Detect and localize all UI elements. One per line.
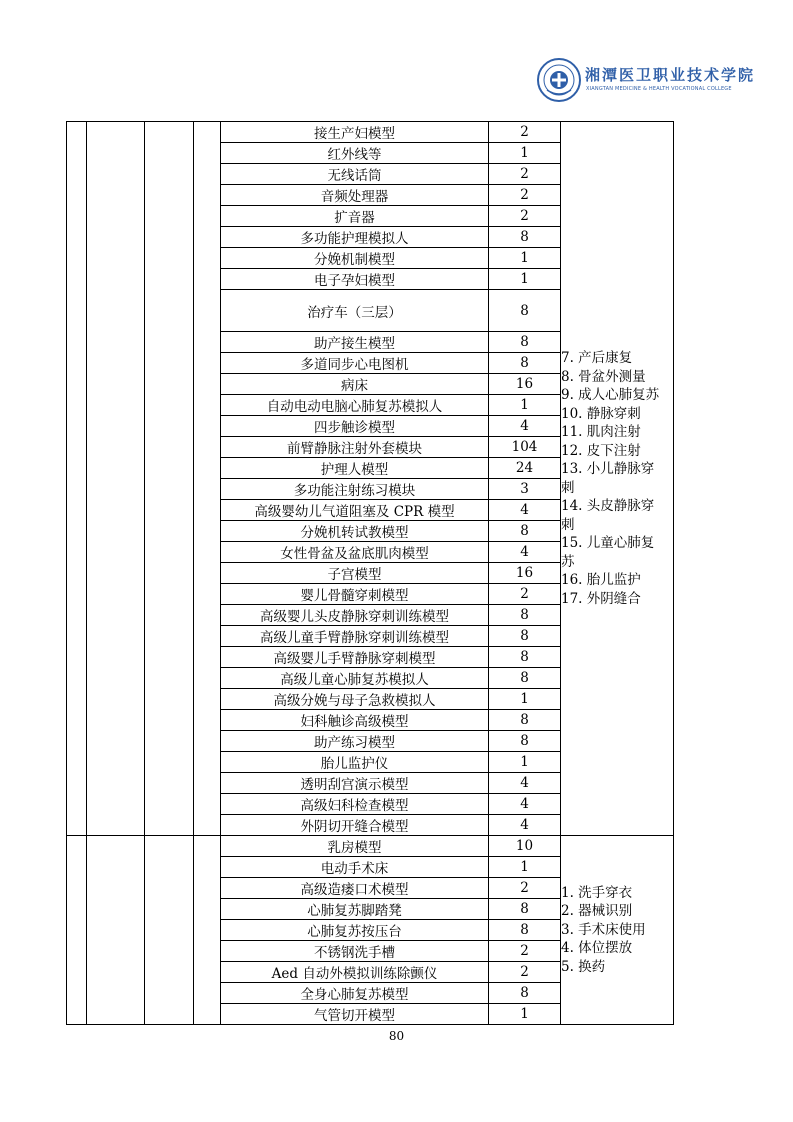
- training-project-item: 17. 外阴缝合: [561, 590, 641, 607]
- training-projects-cell: [561, 836, 674, 1025]
- training-project-item: 5. 换药: [561, 958, 606, 975]
- equipment-name: 全身心肺复苏模型: [221, 983, 489, 1004]
- equipment-quantity: 8: [489, 647, 561, 668]
- equipment-quantity: 8: [489, 332, 561, 353]
- equipment-name: 接生产妇模型: [221, 122, 489, 143]
- equipment-quantity: 2: [489, 164, 561, 185]
- page-number: 80: [388, 1029, 405, 1043]
- equipment-quantity: 8: [489, 710, 561, 731]
- equipment-quantity: 4: [489, 542, 561, 563]
- equipment-quantity: 1: [489, 752, 561, 773]
- empty-cell: [145, 122, 194, 836]
- equipment-quantity: 1: [489, 395, 561, 416]
- equipment-quantity: 8: [489, 353, 561, 374]
- empty-cell: [67, 122, 87, 836]
- equipment-quantity: 2: [489, 185, 561, 206]
- equipment-quantity: 4: [489, 794, 561, 815]
- training-project-item: 10. 静脉穿刺: [561, 405, 641, 422]
- equipment-quantity: 8: [489, 983, 561, 1004]
- equipment-quantity: 8: [489, 731, 561, 752]
- equipment-name: 乳房模型: [221, 836, 489, 857]
- equipment-name: 无线话筒: [221, 164, 489, 185]
- equipment-name: 分娩机制模型: [221, 248, 489, 269]
- table-row: [67, 122, 674, 143]
- college-logo: [537, 58, 756, 102]
- equipment-name: 心肺复苏按压台: [221, 920, 489, 941]
- training-project-item: 1. 洗手穿衣: [561, 884, 633, 901]
- training-project-item: 刺: [561, 516, 575, 533]
- equipment-quantity: 1: [489, 269, 561, 290]
- equipment-name: 高级儿童手臂静脉穿刺训练模型: [221, 626, 489, 647]
- equipment-name: 多功能护理模拟人: [221, 227, 489, 248]
- equipment-quantity: 8: [489, 626, 561, 647]
- empty-cell: [194, 836, 221, 1025]
- training-project-item: 13. 小儿静脉穿: [561, 461, 655, 477]
- equipment-name: 音频处理器: [221, 185, 489, 206]
- college-name-cn: 湘潭医卫职业技术学院: [585, 66, 756, 84]
- equipment-quantity: 1: [489, 857, 561, 878]
- equipment-name: 高级分娩与母子急救模拟人: [221, 689, 489, 710]
- equipment-name: 高级儿童心肺复苏模拟人: [221, 668, 489, 689]
- equipment-quantity: 1: [489, 143, 561, 164]
- training-project-item: 14. 头皮静脉穿: [561, 498, 655, 514]
- equipment-name: 子宫模型: [221, 563, 489, 584]
- equipment-name: 助产接生模型: [221, 332, 489, 353]
- equipment-name: 女性骨盆及盆底肌肉模型: [221, 542, 489, 563]
- equipment-quantity: 16: [489, 563, 561, 584]
- training-projects-cell: [561, 122, 674, 836]
- equipment-quantity: 16: [489, 374, 561, 395]
- empty-cell: [194, 122, 221, 836]
- equipment-table: [66, 121, 674, 1025]
- equipment-quantity: 4: [489, 416, 561, 437]
- equipment-quantity: 2: [489, 206, 561, 227]
- equipment-name: 电子孕妇模型: [221, 269, 489, 290]
- training-project-item: 15. 儿童心肺复: [561, 535, 655, 551]
- equipment-quantity: 2: [489, 962, 561, 983]
- college-name-en: XIANGTAN MEDICINE & HEALTH VOCATIONAL COLLEGE: [586, 86, 732, 92]
- empty-cell: [67, 836, 87, 1025]
- equipment-name: 高级婴儿手臂静脉穿刺模型: [221, 647, 489, 668]
- equipment-quantity: 2: [489, 878, 561, 899]
- table-row: [67, 836, 674, 857]
- equipment-name: 扩音器: [221, 206, 489, 227]
- equipment-name: 气管切开模型: [221, 1004, 489, 1025]
- equipment-quantity: 1: [489, 248, 561, 269]
- training-project-item: 4. 体位摆放: [561, 940, 633, 957]
- equipment-quantity: 8: [489, 668, 561, 689]
- training-projects-list: [561, 884, 673, 977]
- equipment-name: 透明刮宫演示模型: [221, 773, 489, 794]
- equipment-quantity: 8: [489, 227, 561, 248]
- training-project-item: 12. 皮下注射: [561, 442, 641, 459]
- training-project-item: 11. 肌肉注射: [561, 424, 641, 440]
- empty-cell: [87, 122, 145, 836]
- equipment-name: 婴儿骨髓穿刺模型: [221, 584, 489, 605]
- equipment-name: 助产练习模型: [221, 731, 489, 752]
- equipment-quantity: 8: [489, 290, 561, 332]
- training-project-item: 7. 产后康复: [561, 350, 633, 366]
- equipment-quantity: 4: [489, 500, 561, 521]
- equipment-name: 护理人模型: [221, 458, 489, 479]
- equipment-name: 分娩机转试教模型: [221, 521, 489, 542]
- equipment-name: 外阴切开缝合模型: [221, 815, 489, 836]
- equipment-name: 多道同步心电图机: [221, 353, 489, 374]
- equipment-name: 自动电动电脑心肺复苏模拟人: [221, 395, 489, 416]
- equipment-name: 心肺复苏脚踏凳: [221, 899, 489, 920]
- equipment-quantity: 10: [489, 836, 561, 857]
- equipment-quantity: 8: [489, 899, 561, 920]
- college-emblem-icon: [537, 58, 581, 102]
- equipment-quantity: 104: [489, 437, 561, 458]
- equipment-name: 胎儿监护仪: [221, 752, 489, 773]
- equipment-quantity: 8: [489, 605, 561, 626]
- training-projects-list: [561, 349, 673, 608]
- equipment-quantity: 8: [489, 920, 561, 941]
- equipment-quantity: 2: [489, 584, 561, 605]
- equipment-name: 高级婴儿头皮静脉穿刺训练模型: [221, 605, 489, 626]
- empty-cell: [145, 836, 194, 1025]
- equipment-quantity: 4: [489, 815, 561, 836]
- training-project-item: 9. 成人心肺复苏: [561, 387, 660, 403]
- empty-cell: [87, 836, 145, 1025]
- equipment-name: 病床: [221, 374, 489, 395]
- equipment-name: 前臂静脉注射外套模块: [221, 437, 489, 458]
- equipment-name: 四步触诊模型: [221, 416, 489, 437]
- training-project-item: 刺: [561, 479, 575, 496]
- equipment-name: 高级婴幼儿气道阻塞及 CPR 模型: [221, 500, 489, 521]
- training-project-item: 16. 胎儿监护: [561, 572, 641, 588]
- equipment-quantity: 4: [489, 773, 561, 794]
- equipment-quantity: 1: [489, 1004, 561, 1025]
- equipment-name: 妇科触诊高级模型: [221, 710, 489, 731]
- equipment-name: 多功能注射练习模块: [221, 479, 489, 500]
- equipment-name: 不锈钢洗手槽: [221, 941, 489, 962]
- equipment-quantity: 2: [489, 941, 561, 962]
- training-project-item: 8. 骨盆外测量: [561, 368, 646, 385]
- equipment-quantity: 24: [489, 458, 561, 479]
- equipment-name: 高级妇科检查模型: [221, 794, 489, 815]
- training-project-item: 2. 器械识别: [561, 903, 633, 920]
- equipment-name: 红外线等: [221, 143, 489, 164]
- equipment-name: 电动手术床: [221, 857, 489, 878]
- equipment-name: 高级造瘘口术模型: [221, 878, 489, 899]
- equipment-quantity: 8: [489, 521, 561, 542]
- equipment-name: Aed 自动外模拟训练除颤仪: [221, 962, 489, 983]
- equipment-quantity: 2: [489, 122, 561, 143]
- equipment-quantity: 3: [489, 479, 561, 500]
- equipment-name: 治疗车（三层）: [221, 290, 489, 332]
- equipment-quantity: 1: [489, 689, 561, 710]
- training-project-item: 3. 手术床使用: [561, 921, 646, 938]
- training-project-item: 苏: [561, 553, 575, 570]
